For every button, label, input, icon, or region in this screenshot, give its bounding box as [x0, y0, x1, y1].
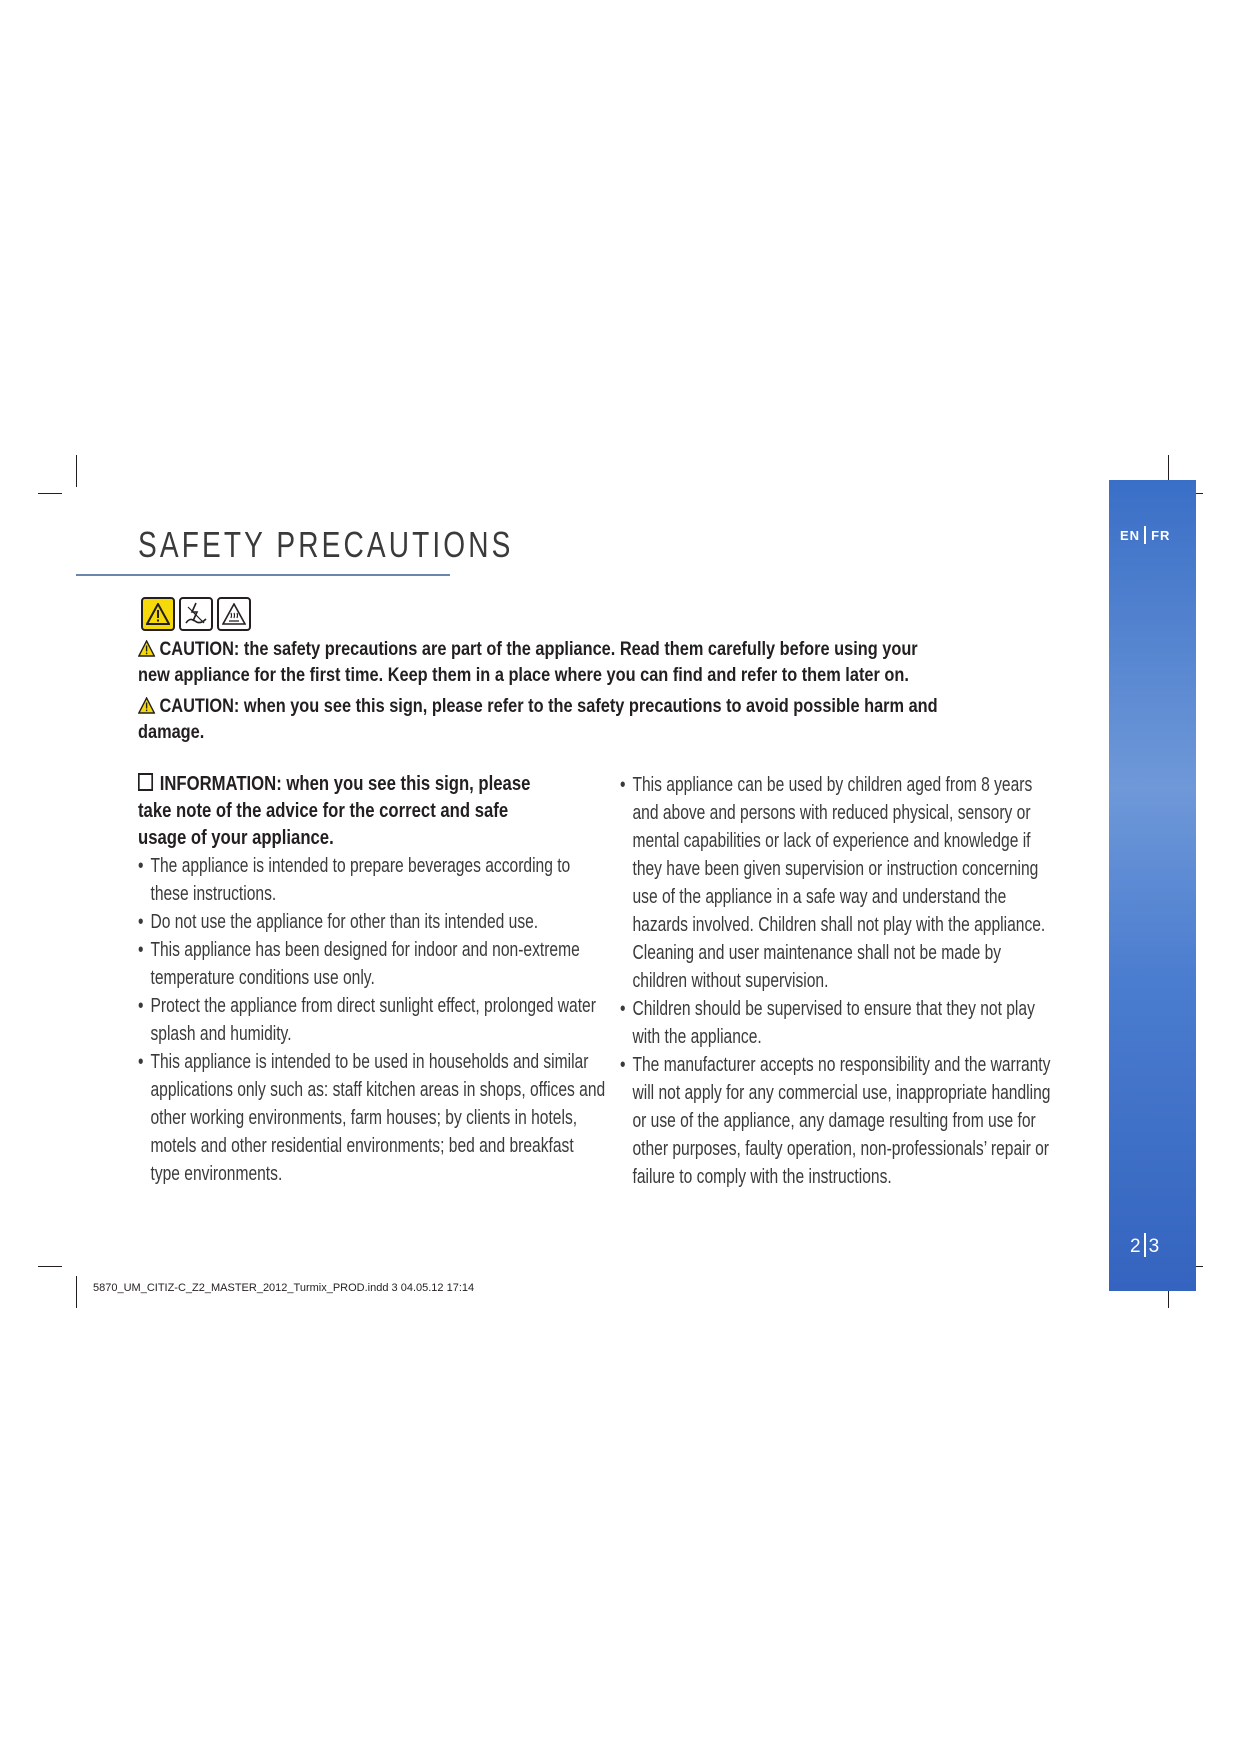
page-title: SAFETY PRECAUTIONS	[138, 524, 514, 565]
right-bullet-list	[620, 771, 1053, 1191]
caution-statement-1	[138, 638, 946, 688]
list-item: • The appliance is intended to prepare beverages according to these instructions.	[138, 852, 606, 908]
information-text: INFORMATION: when you see this sign, please take note of the advice for the correct and safe usage of your appliance.	[138, 773, 531, 849]
page-number-left: 2	[1130, 1236, 1141, 1257]
caution-text-1: CAUTION: the safety precautions are part of the appliance. Read them carefully before using your new appliance for the first time. Keep them in a place where you can find and refer to them later on.	[138, 639, 918, 686]
crop-mark	[38, 1266, 62, 1267]
crop-mark	[76, 1276, 77, 1308]
hazard-icons	[141, 597, 251, 631]
language-fr: FR	[1151, 528, 1171, 543]
list-item: • The manufacturer accepts no responsibility and the warranty will not apply for any commercial use, inappropriate handling or use of the appliance, any damage resulting from use for other purposes, faulty operation, non-professionals’ repair or failure to comply with the instructions.	[620, 1051, 1053, 1191]
caution-triangle-icon	[138, 697, 155, 721]
hot-surface-icon	[217, 597, 251, 631]
right-column	[620, 771, 1176, 1191]
list-item: • Do not use the appliance for other than its intended use.	[138, 908, 606, 936]
language-indicator	[1120, 526, 1170, 544]
page-numbers	[1130, 1233, 1159, 1258]
language-separator	[1144, 526, 1146, 544]
caution-text-2: CAUTION: when you see this sign, please refer to the safety precautions to avoid possible harm and damage.	[138, 696, 938, 743]
electric-hazard-icon	[179, 597, 213, 631]
list-item: • This appliance has been designed for indoor and non-extreme temperature conditions use only.	[138, 936, 606, 992]
warning-triangle-icon	[141, 597, 175, 631]
list-item: • Protect the appliance from direct sunlight effect, prolonged water splash and humidity.	[138, 992, 606, 1048]
crop-mark	[38, 493, 62, 494]
language-en: EN	[1120, 528, 1141, 543]
crop-mark	[76, 455, 77, 487]
page-number-separator	[1144, 1233, 1146, 1257]
information-icon	[138, 773, 153, 791]
page-number-right: 3	[1148, 1236, 1160, 1257]
information-heading	[138, 771, 539, 852]
list-item: • This appliance is intended to be used in households and similar applications only such as: staff kitchen areas in shops, offices and other working environments, farm houses; by clients in hotels, motels and other residential environments; bed and breakfast type environments.	[138, 1048, 606, 1188]
list-item: • This appliance can be used by children aged from 8 years and above and persons with reduced physical, sensory or mental capabilities or lack of experience and knowledge if they have been given supervision or instruction concerning use of the appliance in a safe way and understand the hazards involved. Children shall not play with the appliance. Cleaning and user maintenance shall not be made by children without supervision.	[620, 771, 1053, 995]
left-bullet-list	[138, 852, 606, 1188]
list-item: • Children should be supervised to ensure that they not play with the appliance.	[620, 995, 1053, 1051]
left-column	[138, 771, 658, 1188]
caution-triangle-icon	[138, 640, 155, 664]
caution-statement-2	[138, 695, 946, 745]
title-underline	[76, 574, 450, 576]
print-slug: 5870_UM_CITIZ-C_Z2_MASTER_2012_Turmix_PROD.indd 3 04.05.12 17:14	[93, 1282, 475, 1294]
